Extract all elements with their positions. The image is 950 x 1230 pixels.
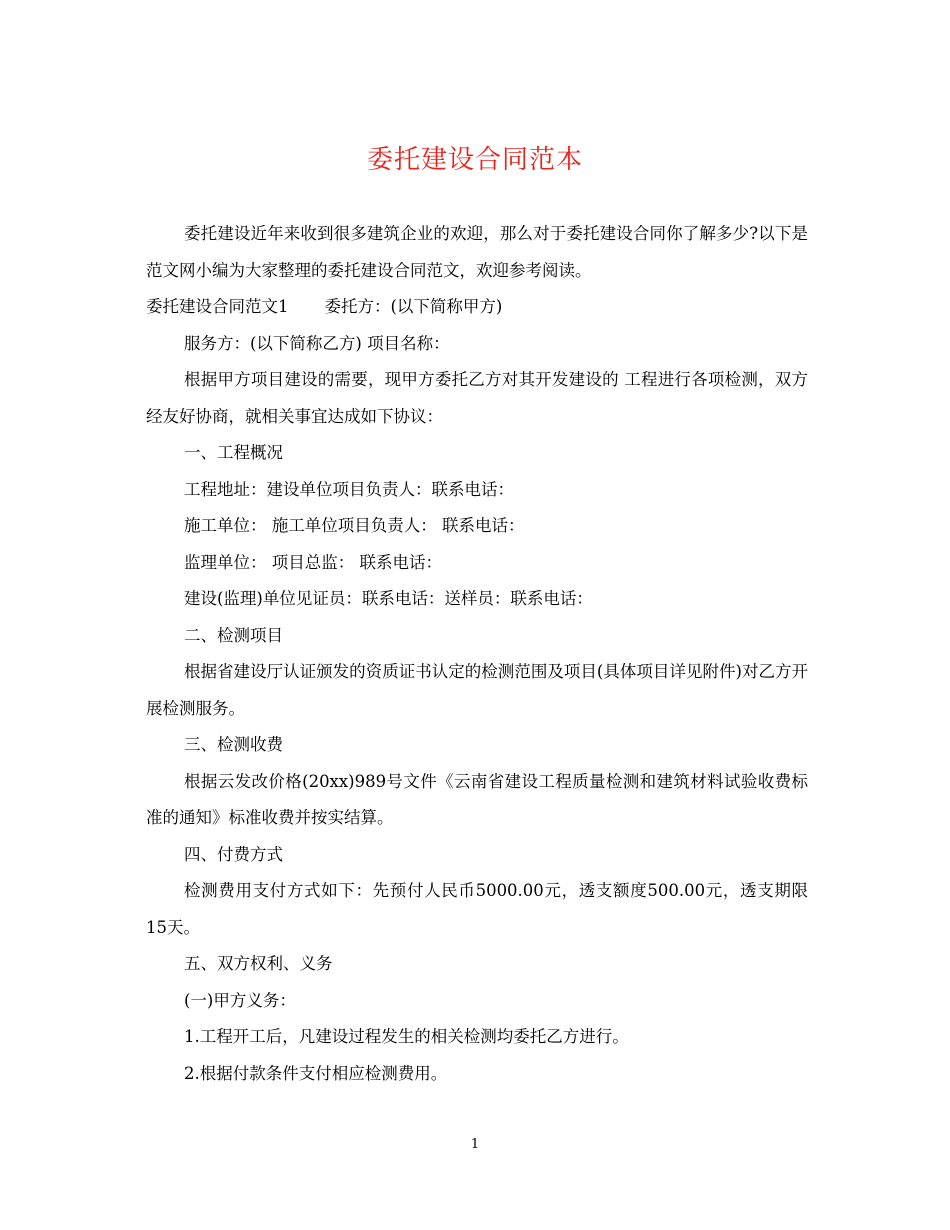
subsection-heading-party-a-obligations: (一)甲方义务： <box>184 990 296 1010</box>
section-heading-payment-method: 四、付费方式 <box>184 844 283 864</box>
section-heading-inspection-items: 二、检测项目 <box>184 625 283 645</box>
paragraph-contract-heading <box>146 289 808 326</box>
document-body <box>146 216 808 1092</box>
section-heading-project-overview: 一、工程概况 <box>184 443 283 462</box>
client-party-label: 委托方：(以下简称甲方) <box>324 297 503 316</box>
paragraph-intro: 委托建设近年来收到很多建筑企业的欢迎，那么对于委托建设合同你了解多少?以下是范文网小编为大家整理的委托建设合同范文，欢迎参考阅读。 <box>146 224 808 280</box>
paragraph-inspection-scope: 根据省建设厅认证颁发的资质证书认定的检测范围及项目(具体项目详见附件)对乙方开展检测服务。 <box>146 662 808 718</box>
contract-sample-label: 委托建设合同范文1 <box>146 297 289 316</box>
paragraph-agreement-basis: 根据甲方项目建设的需要，现甲方委托乙方对其开发建设的 工程进行各项检测，双方经友好协商，就相关事宜达成如下协议： <box>146 370 808 426</box>
section-heading-inspection-fees: 三、检测收费 <box>184 735 283 754</box>
document-title: 委托建设合同范本 <box>366 145 583 175</box>
paragraph-witness: 建设(监理)单位见证员：联系电话：送样员：联系电话： <box>184 589 593 608</box>
paragraph-fee-standard: 根据云发改价格(20xx)989号文件《云南省建设工程质量检测和建筑材料试验收费标准的通知》标准收费并按实结算。 <box>146 771 808 827</box>
paragraph-payment-terms: 检测费用支付方式如下：先预付人民币5000.00元，透支额度500.00元，透支期限15天。 <box>146 881 808 937</box>
paragraph-project-address: 工程地址：建设单位项目负责人：联系电话： <box>184 479 514 499</box>
paragraph-supervision-unit: 监理单位： 项目总监： 联系电话： <box>184 552 442 572</box>
page-number: 1 <box>470 1137 480 1152</box>
paragraph-construction-unit: 施工单位： 施工单位项目负责人： 联系电话： <box>184 516 525 535</box>
list-item-obligation-2: 2.根据付款条件支付相应检测费用。 <box>184 1063 448 1083</box>
list-item-obligation-1: 1.工程开工后，凡建设过程发生的相关检测均委托乙方进行。 <box>184 1027 629 1046</box>
section-heading-rights-obligations: 五、双方权利、义务 <box>184 954 333 973</box>
paragraph-service-party: 服务方：(以下简称乙方) 项目名称： <box>184 333 450 353</box>
